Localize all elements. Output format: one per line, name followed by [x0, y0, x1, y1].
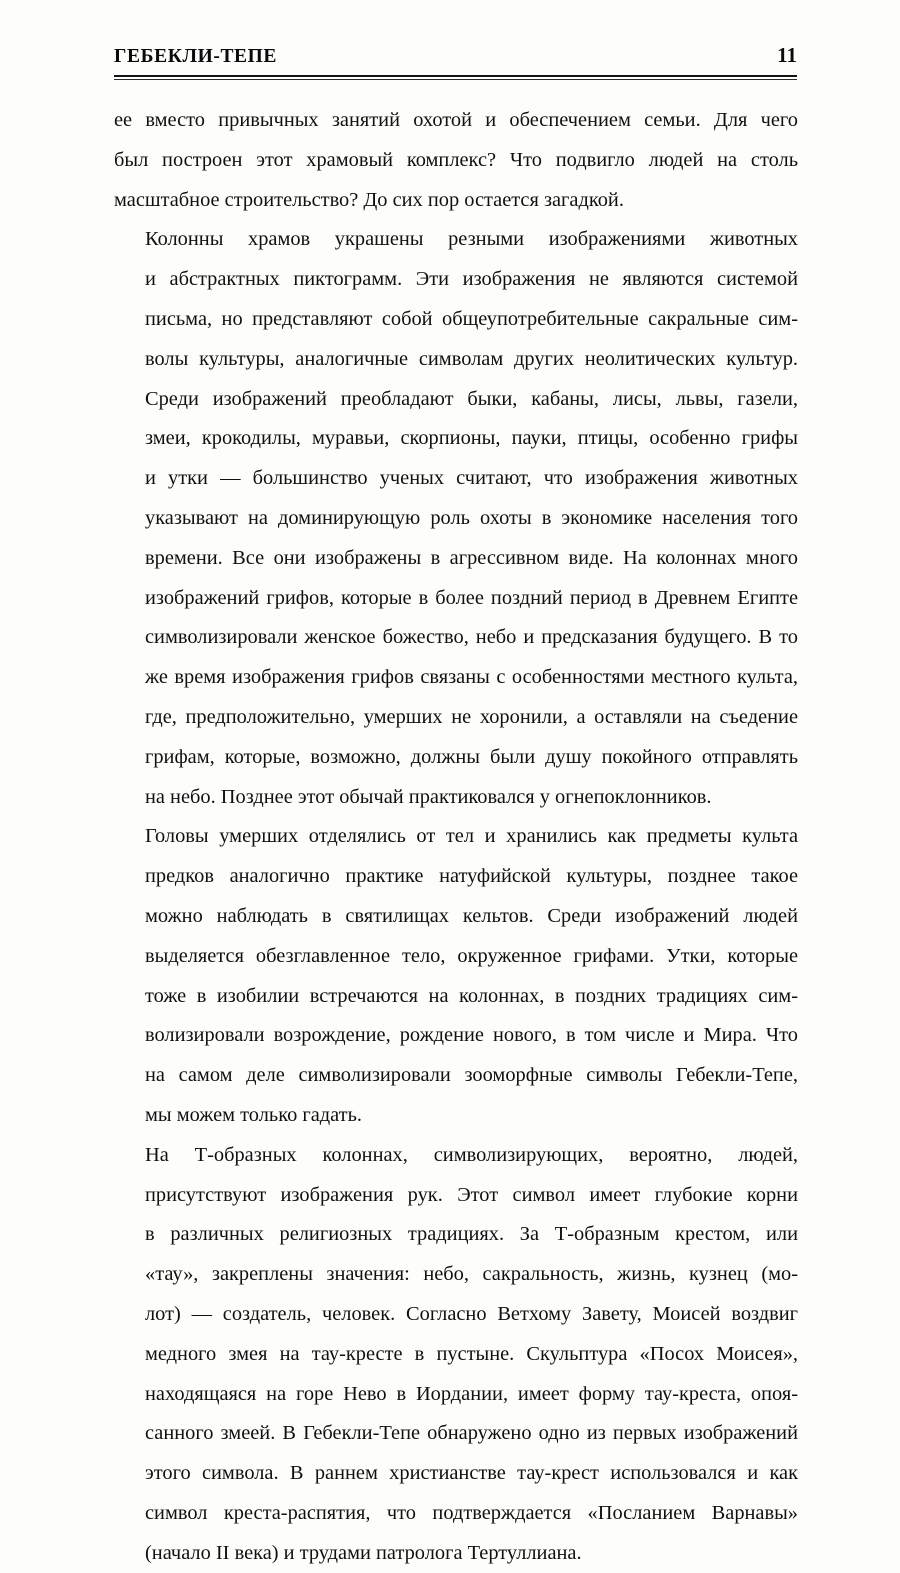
text-line: Колонны храмов украшены резными изображениями животных	[145, 228, 798, 251]
text-line: изображений грифов, которые в более поздний период в Древнем Египте	[145, 586, 798, 609]
text-line: волы культуры, аналогичные символам других неолитических культур.	[145, 347, 798, 370]
text-line: символизировали женское божество, небо и предсказания будущего. В то	[145, 626, 798, 649]
text-line: мы можем только гадать.	[145, 1103, 362, 1126]
header-rule-thick	[114, 75, 797, 77]
text-line: медного змея на тау-кресте в пустыне. Скульптура «Посох Моисея»,	[145, 1342, 798, 1365]
body-text-block	[114, 101, 798, 1573]
text-line: змеи, крокодилы, муравьи, скорпионы, пауки, птицы, особенно грифы	[145, 427, 798, 450]
text-line: Среди изображений преобладают быки, кабаны, лисы, львы, газели,	[145, 387, 798, 410]
text-line: указывают на доминирующую роль охоты в экономике населения того	[145, 506, 798, 529]
text-line: этого символа. В раннем христианстве тау-крест использовался и как	[145, 1462, 798, 1485]
text-line: выделяется обезглавленное тело, окруженное грифами. Утки, которые	[145, 944, 798, 967]
text-line: же время изображения грифов связаны с особенностями местного культа,	[145, 666, 798, 689]
text-line: масштабное строительство? До сих пор остается загадкой.	[114, 188, 624, 211]
paragraph	[114, 101, 798, 220]
text-line: Головы умерших отделялись от тел и хранились как предметы культа	[145, 825, 798, 848]
text-line: времени. Все они изображены в агрессивном виде. На колоннах много	[145, 546, 798, 569]
text-line: санного змеей. В Гебекли-Тепе обнаружено одно из первых изображений	[145, 1422, 798, 1445]
text-line: можно наблюдать в святилищах кельтов. Среди изображений людей	[145, 904, 798, 927]
header-divider	[114, 75, 797, 81]
page-number: 11	[777, 43, 797, 67]
text-line: ее вместо привычных занятий охотой и обеспечением семьи. Для чего	[114, 109, 798, 131]
text-line: «тау», закреплены значения: небо, сакральность, жизнь, кузнец (мо-	[145, 1263, 798, 1286]
text-line: на самом деле символизировали зооморфные символы Гебекли-Тепе,	[145, 1064, 798, 1087]
text-line: грифам, которые, возможно, должны были душу покойного отправлять	[145, 745, 798, 768]
text-line: волизировали возрождение, рождение нового, в том числе и Мира. Что	[145, 1024, 798, 1047]
header-rule-thin	[114, 79, 797, 80]
paragraph	[114, 1136, 798, 1573]
running-title: ГЕБЕКЛИ-ТЕПЕ	[114, 46, 278, 67]
text-line: где, предположительно, умерших не хоронили, а оставляли на съедение	[145, 705, 798, 728]
text-line: на небо. Позднее этот обычай практиковался у огнепоклонников.	[145, 785, 712, 808]
text-line: присутствуют изображения рук. Этот символ имеет глубокие корни	[145, 1183, 798, 1206]
paragraph	[114, 817, 798, 1135]
text-line: На Т-образных колоннах, символизирующих, вероятно, людей,	[145, 1143, 798, 1166]
text-line: и утки — большинство ученых считают, что изображения животных	[145, 467, 798, 490]
running-head	[114, 43, 797, 73]
text-line: тоже в изобилии встречаются на колоннах, в поздних традициях сим-	[145, 984, 798, 1007]
text-line: был построен этот храмовый комплекс? Что подвигло людей на столь	[114, 148, 798, 171]
text-line: в различных религиозных традициях. За Т-образным крестом, или	[145, 1223, 798, 1246]
paragraph	[114, 220, 798, 817]
text-line: находящаяся на горе Нево в Иордании, имеет форму тау-креста, опоя-	[145, 1382, 798, 1405]
text-line: (начало II века) и трудами патролога Тертуллиана.	[145, 1541, 582, 1564]
text-line: символ креста-распятия, что подтверждается «Посланием Варнавы»	[145, 1501, 798, 1524]
text-line: предков аналогично практике натуфийской культуры, позднее такое	[145, 865, 798, 888]
text-line: письма, но представляют собой общеупотребительные сакральные сим-	[145, 307, 798, 330]
text-line: лот) — создатель, человек. Согласно Ветхому Завету, Моисей воздвиг	[145, 1302, 798, 1325]
text-line: и абстрактных пиктограмм. Эти изображения не являются системой	[145, 268, 798, 291]
